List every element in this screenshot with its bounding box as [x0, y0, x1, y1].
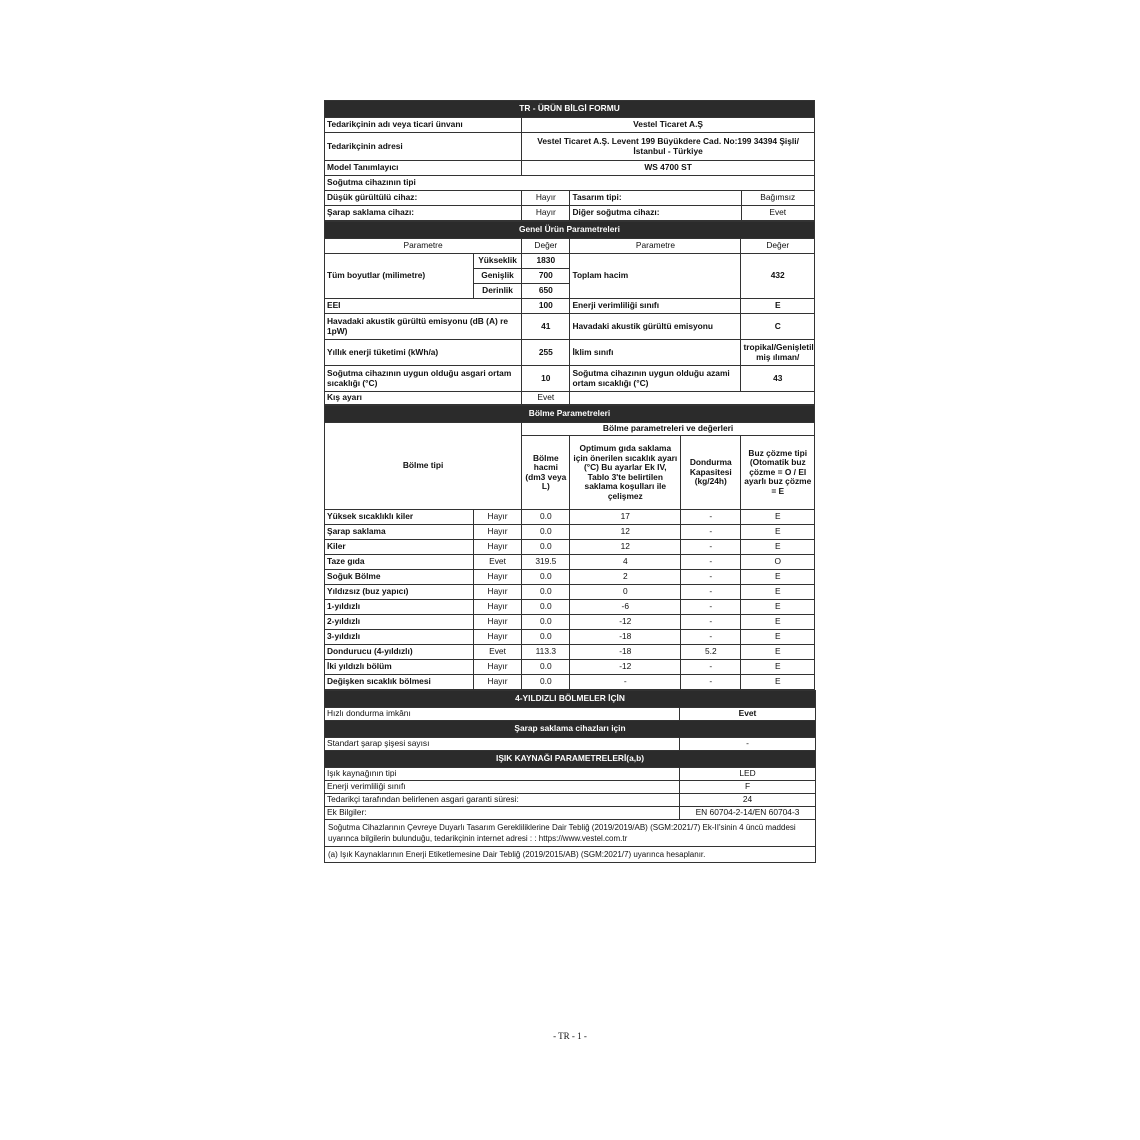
compartment-type-header: Bölme tipi — [325, 423, 522, 510]
empty-cell — [570, 392, 815, 405]
compartment-defrost: E — [741, 645, 815, 660]
compartment-defrost: E — [741, 600, 815, 615]
compartment-name: İki yıldızlı bölüm — [325, 660, 474, 675]
supplier-address-value: Vestel Ticaret A.Ş. Levent 199 Büyükdere Cad. No:199 34394 Şişli/İstanbul - Türkiye — [522, 133, 815, 161]
wine-bottles-value: - — [680, 738, 816, 751]
table-row — [325, 585, 815, 600]
appliance-type-label: Soğutma cihazının tipi — [325, 176, 815, 191]
compartment-temp: -12 — [570, 660, 681, 675]
compartment-defrost: O — [741, 555, 815, 570]
table-row — [325, 660, 815, 675]
product-info-form — [324, 100, 815, 863]
design-type-label: Tasarım tipi: — [570, 191, 741, 206]
compartment-volume: 0.0 — [522, 585, 570, 600]
table-row — [325, 525, 815, 540]
compartment-params-header: Bölme Parametreleri — [325, 406, 815, 423]
max-ambient-label: Soğutma cihazının uygun olduğu azami ortam sıcaklığı (°C) — [570, 366, 741, 392]
bottom-table — [324, 690, 816, 863]
compartment-present: Hayır — [473, 510, 521, 525]
fast-freeze-label: Hızlı dondurma imkânı — [325, 708, 680, 721]
compartment-present: Hayır — [473, 570, 521, 585]
low-noise-label: Düşük gürültülü cihaz: — [325, 191, 522, 206]
eei-label: EEI — [325, 299, 522, 314]
compartment-present: Hayır — [473, 540, 521, 555]
supplier-table — [324, 100, 815, 221]
total-volume-value: 432 — [741, 254, 815, 299]
compartment-name: Yüksek sıcaklıklı kiler — [325, 510, 474, 525]
compartment-defrost: E — [741, 660, 815, 675]
general-params-table — [324, 221, 815, 405]
model-label: Model Tanımlayıcı — [325, 161, 522, 176]
height-value: 1830 — [522, 254, 570, 269]
compartment-name: Kiler — [325, 540, 474, 555]
compartment-name: Soğuk Bölme — [325, 570, 474, 585]
dimensions-label: Tüm boyutlar (milimetre) — [325, 254, 474, 299]
compartment-temp: - — [570, 675, 681, 690]
compartment-defrost: E — [741, 615, 815, 630]
compartment-name: 3-yıldızlı — [325, 630, 474, 645]
volume-col-header: Bölme hacmi (dm3 veya L) — [522, 436, 570, 510]
other-appliance-label: Diğer soğutma cihazı: — [570, 206, 741, 221]
annual-energy-value: 255 — [522, 340, 570, 366]
table-row — [325, 615, 815, 630]
fast-freeze-value: Evet — [680, 708, 816, 721]
page-number: - TR - 1 - — [553, 1031, 587, 1041]
noise-emission-label: Havadaki akustik gürültü emisyonu (dB (A) re 1pW) — [325, 314, 522, 340]
extra-info-label: Ek Bilgiler: — [325, 807, 680, 820]
compartment-table — [324, 405, 815, 690]
compartment-volume: 0.0 — [522, 510, 570, 525]
form-title: TR - ÜRÜN BİLGİ FORMU — [325, 101, 815, 118]
defrost-col-header: Buz çözme tipi (Otomatik buz çözme = O / El ayarlı buz çözme = E — [741, 436, 815, 510]
compartment-present: Hayır — [473, 660, 521, 675]
noise-emission-value: 41 — [522, 314, 570, 340]
noise-class-value: C — [741, 314, 815, 340]
width-value: 700 — [522, 269, 570, 284]
compartment-freeze: - — [681, 510, 741, 525]
extra-info-value: EN 60704-2-14/EN 60704-3 — [680, 807, 816, 820]
compartment-present: Evet — [473, 555, 521, 570]
compartment-present: Hayır — [473, 630, 521, 645]
compartment-defrost: E — [741, 540, 815, 555]
compartment-defrost: E — [741, 630, 815, 645]
table-row — [325, 555, 815, 570]
value-col-header-2: Değer — [741, 239, 815, 254]
supplier-name-label: Tedarikçinin adı veya ticari ünvanı — [325, 118, 522, 133]
eei-value: 100 — [522, 299, 570, 314]
energy-class-value: E — [741, 299, 815, 314]
compartment-present: Hayır — [473, 600, 521, 615]
table-row — [325, 570, 815, 585]
compartment-group-header: Bölme parametreleri ve değerleri — [522, 423, 815, 436]
supplier-name-value: Vestel Ticaret A.Ş — [522, 118, 815, 133]
compartment-freeze: - — [681, 540, 741, 555]
width-label: Genişlik — [473, 269, 521, 284]
compartment-volume: 0.0 — [522, 630, 570, 645]
compartment-temp: 17 — [570, 510, 681, 525]
compartment-temp: 12 — [570, 540, 681, 555]
general-params-header: Genel Ürün Parametreleri — [325, 222, 815, 239]
compartment-freeze: - — [681, 615, 741, 630]
compartment-present: Hayır — [473, 675, 521, 690]
compartment-temp: -18 — [570, 630, 681, 645]
compartment-name: Şarap saklama — [325, 525, 474, 540]
compartment-volume: 0.0 — [522, 570, 570, 585]
ecodesign-note: Soğutma Cihazlarının Çevreye Duyarlı Tasarım Gerekliliklerine Dair Tebliğ (2019/2019/AB) (SGM:2021/7) Ek-II'sinin 4 üncü maddesi uyarınca bilgilerin bulunduğu, tedarikçinin internet adresi : : https://www.vestel.com.tr — [325, 820, 816, 847]
compartment-volume: 113.3 — [522, 645, 570, 660]
compartment-temp: 12 — [570, 525, 681, 540]
compartment-rows — [325, 510, 815, 690]
compartment-freeze: 5.2 — [681, 645, 741, 660]
depth-value: 650 — [522, 284, 570, 299]
compartment-temp: -12 — [570, 615, 681, 630]
warranty-label: Tedarikçi tarafından belirlenen asgari garanti süresi: — [325, 794, 680, 807]
noise-class-label: Havadaki akustik gürültü emisyonu — [570, 314, 741, 340]
compartment-freeze: - — [681, 570, 741, 585]
compartment-present: Evet — [473, 645, 521, 660]
compartment-volume: 0.0 — [522, 660, 570, 675]
compartment-volume: 319.5 — [522, 555, 570, 570]
temp-col-header: Optimum gıda saklama için önerilen sıcaklık ayarı (°C) Bu ayarlar Ek IV, Tablo 3'te belirtilen saklama koşulları ile çelişmez — [570, 436, 681, 510]
light-type-label: Işık kaynağının tipi — [325, 768, 680, 781]
compartment-name: Değişken sıcaklık bölmesi — [325, 675, 474, 690]
winter-setting-value: Evet — [522, 392, 570, 405]
compartment-freeze: - — [681, 555, 741, 570]
compartment-volume: 0.0 — [522, 525, 570, 540]
value-col-header: Değer — [522, 239, 570, 254]
table-row — [325, 675, 815, 690]
total-volume-label: Toplam hacim — [570, 254, 741, 299]
param-col-header: Parametre — [325, 239, 522, 254]
compartment-freeze: - — [681, 585, 741, 600]
design-type-value: Bağımsız — [741, 191, 814, 206]
other-appliance-value: Evet — [741, 206, 814, 221]
compartment-defrost: E — [741, 510, 815, 525]
compartment-defrost: E — [741, 675, 815, 690]
height-label: Yükseklik — [473, 254, 521, 269]
compartment-freeze: - — [681, 675, 741, 690]
annual-energy-label: Yıllık enerji tüketimi (kWh/a) — [325, 340, 522, 366]
supplier-address-label: Tedarikçinin adresi — [325, 133, 522, 161]
compartment-name: 1-yıldızlı — [325, 600, 474, 615]
compartment-temp: -6 — [570, 600, 681, 615]
light-class-value: F — [680, 781, 816, 794]
table-row — [325, 645, 815, 660]
compartment-volume: 0.0 — [522, 615, 570, 630]
low-noise-value: Hayır — [522, 191, 570, 206]
table-row — [325, 600, 815, 615]
freeze-col-header: Dondurma Kapasitesi (kg/24h) — [681, 436, 741, 510]
compartment-name: 2-yıldızlı — [325, 615, 474, 630]
table-row — [325, 630, 815, 645]
warranty-value: 24 — [680, 794, 816, 807]
table-row — [325, 540, 815, 555]
compartment-freeze: - — [681, 630, 741, 645]
compartment-temp: 4 — [570, 555, 681, 570]
four-star-header: 4-YILDIZLI BÖLMELER İÇİN — [325, 691, 816, 708]
compartment-volume: 0.0 — [522, 540, 570, 555]
compartment-volume: 0.0 — [522, 600, 570, 615]
light-source-header: IŞIK KAYNAĞI PARAMETRELERİ(a,b) — [325, 751, 816, 768]
min-ambient-label: Soğutma cihazının uygun olduğu asgari ortam sıcaklığı (°C) — [325, 366, 522, 392]
model-value: WS 4700 ST — [522, 161, 815, 176]
energy-class-label: Enerji verimliliği sınıfı — [570, 299, 741, 314]
min-ambient-value: 10 — [522, 366, 570, 392]
compartment-temp: -18 — [570, 645, 681, 660]
wine-bottles-label: Standart şarap şişesi sayısı — [325, 738, 680, 751]
depth-label: Derinlik — [473, 284, 521, 299]
wine-header: Şarap saklama cihazları için — [325, 721, 816, 738]
light-type-value: LED — [680, 768, 816, 781]
compartment-defrost: E — [741, 570, 815, 585]
light-source-note: (a) Işık Kaynaklarının Enerji Etiketlemesine Dair Tebliğ (2019/2015/AB) (SGM:2021/7) uyarınca hesaplanır. — [325, 847, 816, 863]
compartment-temp: 0 — [570, 585, 681, 600]
compartment-defrost: E — [741, 585, 815, 600]
compartment-name: Dondurucu (4-yıldızlı) — [325, 645, 474, 660]
compartment-present: Hayır — [473, 525, 521, 540]
climate-class-value: tropikal/Genişletil miş ılıman/ — [741, 340, 815, 366]
wine-appliance-value: Hayır — [522, 206, 570, 221]
compartment-present: Hayır — [473, 615, 521, 630]
compartment-present: Hayır — [473, 585, 521, 600]
wine-appliance-label: Şarap saklama cihazı: — [325, 206, 522, 221]
param-col-header-2: Parametre — [570, 239, 741, 254]
table-row — [325, 510, 815, 525]
climate-class-label: İklim sınıfı — [570, 340, 741, 366]
compartment-defrost: E — [741, 525, 815, 540]
compartment-freeze: - — [681, 600, 741, 615]
compartment-name: Yıldızsız (buz yapıcı) — [325, 585, 474, 600]
max-ambient-value: 43 — [741, 366, 815, 392]
compartment-temp: 2 — [570, 570, 681, 585]
compartment-volume: 0.0 — [522, 675, 570, 690]
light-class-label: Enerji verimliliği sınıfı — [325, 781, 680, 794]
compartment-freeze: - — [681, 660, 741, 675]
compartment-freeze: - — [681, 525, 741, 540]
compartment-name: Taze gıda — [325, 555, 474, 570]
winter-setting-label: Kış ayarı — [325, 392, 522, 405]
